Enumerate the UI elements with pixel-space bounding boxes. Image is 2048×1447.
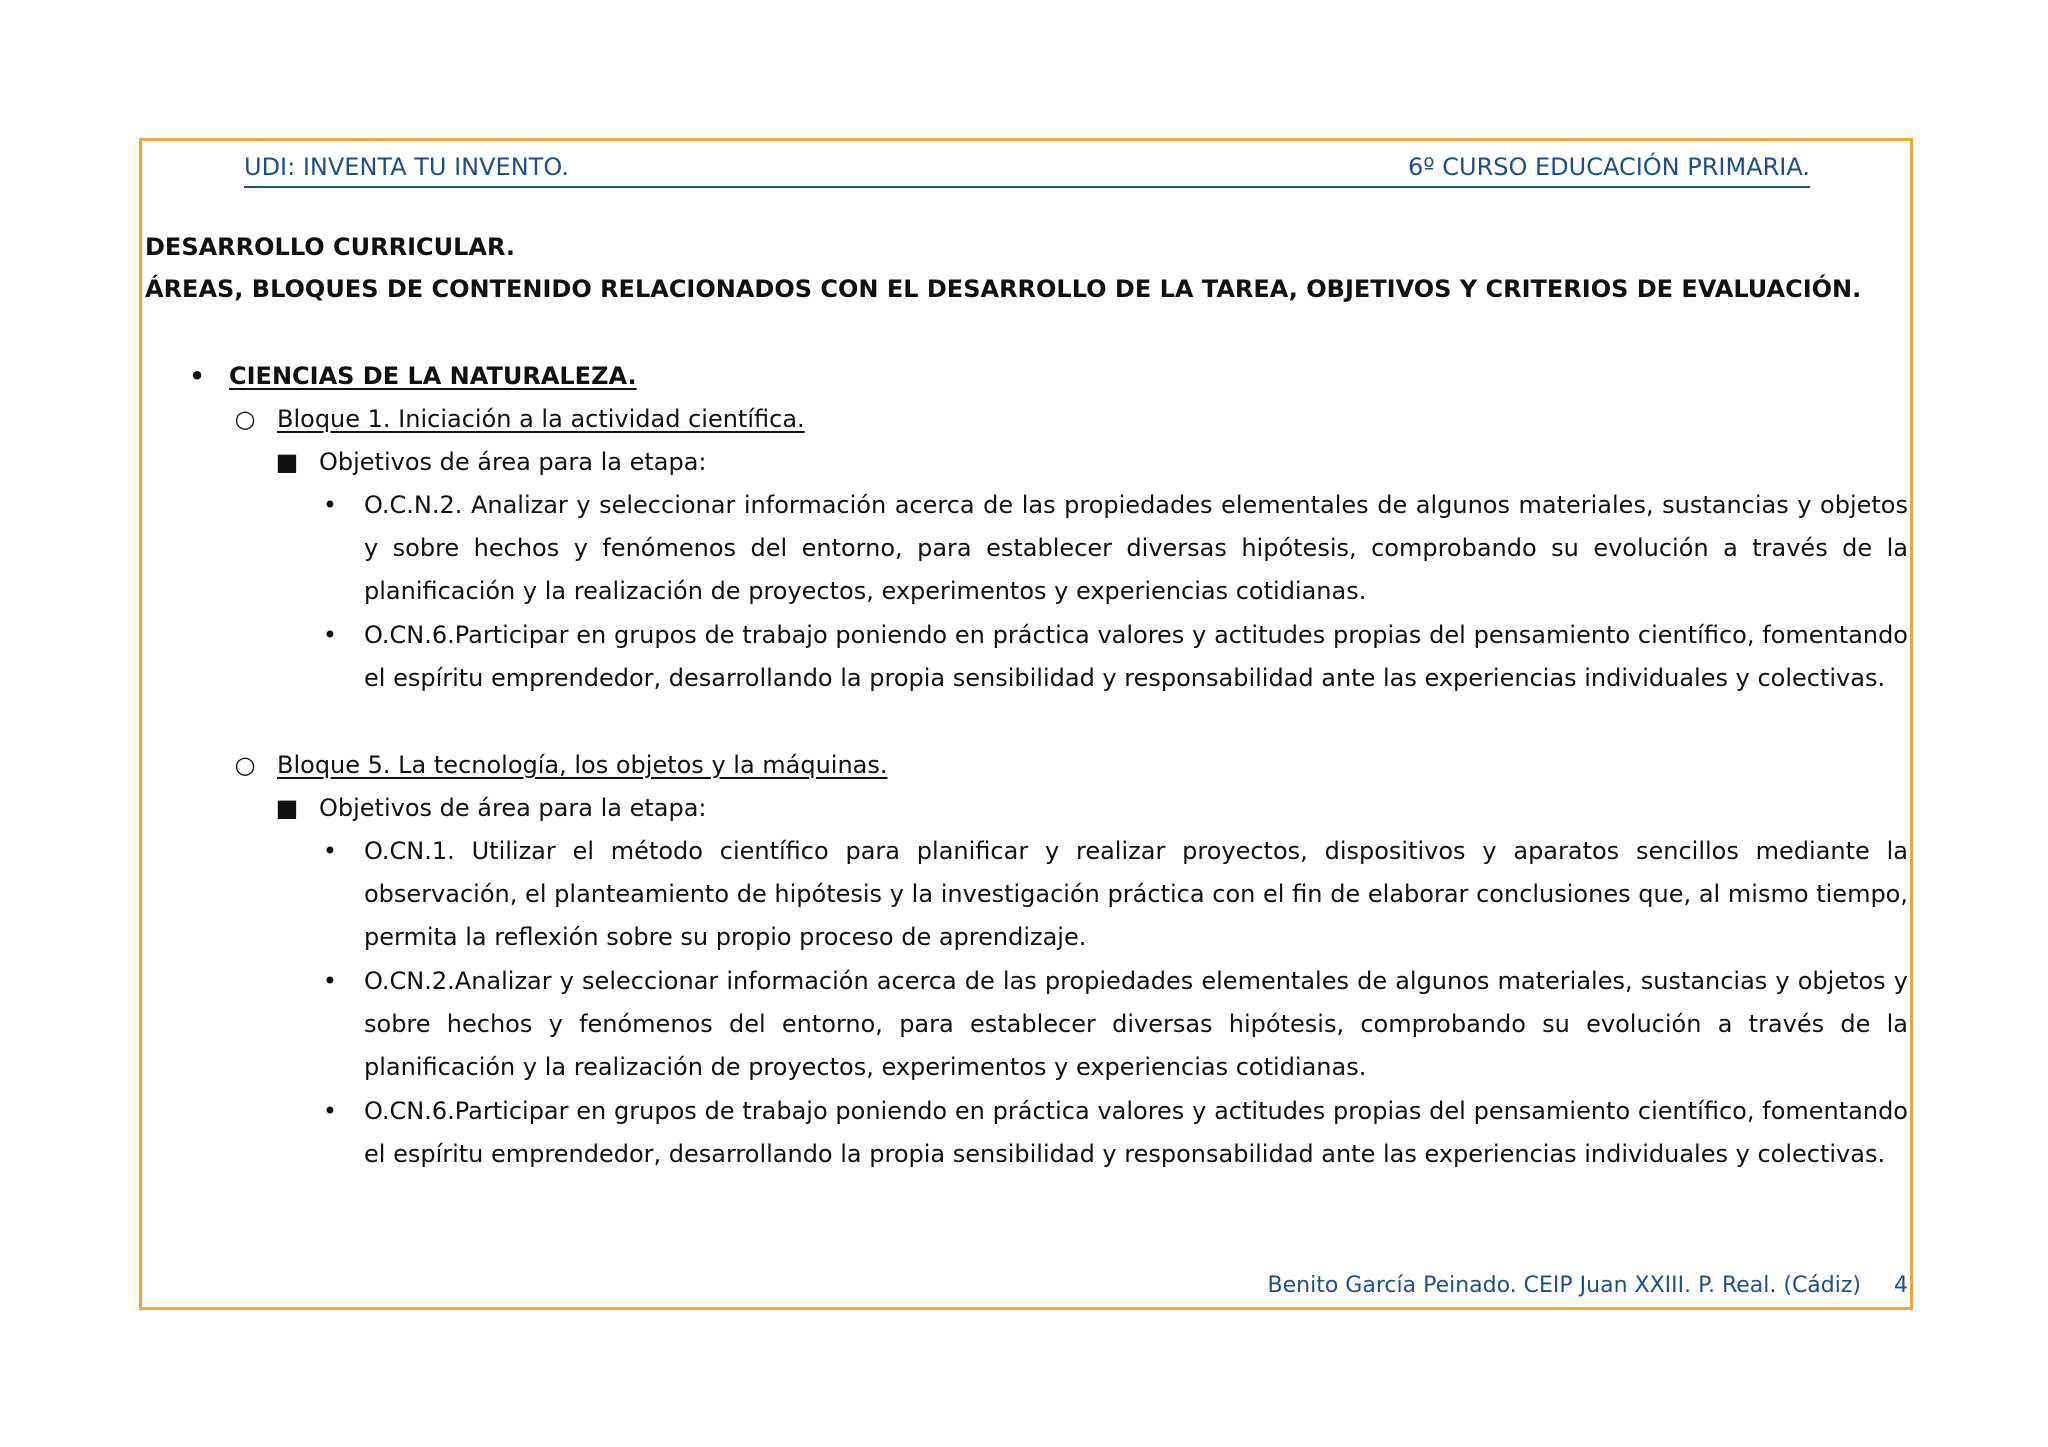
section-title-areas: ÁREAS, BLOQUES DE CONTENIDO RELACIONADOS CON EL DESARROLLO DE LA TAREA, OBJETIVOS Y CRITERIOS DE EVALUACIÓN. [145,275,1862,303]
block-5-objective-2 [318,960,1908,1089]
block-5-subtitle-item [275,787,707,830]
bullet-level2: ○ [234,751,256,779]
objective-text: O.CN.6.Participar en grupos de trabajo poniendo en práctica valores y actitudes propias del pensamiento científico, fomentando el espíritu emprendedor, desarrollando la propia sensibilidad y responsabilidad ante las experiencias individuales y colectivas. [364,1097,1908,1168]
block-1-objective-1 [318,484,1908,613]
block-1-objective-2 [318,614,1908,700]
block-5-subtitle: Objetivos de área para la etapa: [319,794,707,822]
block-1-item [233,398,805,441]
document-header [244,150,1810,188]
bullet-level4: • [322,621,338,649]
bullet-level2: ○ [234,405,256,433]
area-title: CIENCIAS DE LA NATURALEZA. [229,362,637,390]
objective-text: O.C.N.2. Analizar y seleccionar información acerca de las propiedades elementales de algunos materiales, sustancias y objetos y sobre hechos y fenómenos del entorno, para establecer diversas hipótesis, comprobando su evolución a través de la planificación y la realización de proyectos, experimentos y experiencias cotidianas. [364,491,1908,605]
block-5-title: Bloque 5. La tecnología, los objetos y la máquinas. [277,751,888,779]
bullet-level4: • [322,967,338,995]
objective-text: O.CN.2.Analizar y seleccionar información acerca de las propiedades elementales de algunos materiales, sustancias y objetos y sobre hechos y fenómenos del entorno, para establecer diversas hipótesis, comprobando su evolución a través de la planificación y la realización de proyectos, experimentos y experiencias cotidianas. [364,967,1908,1081]
header-left-title: UDI: INVENTA TU INVENTO. [244,153,569,181]
bullet-level4: • [322,491,338,519]
bullet-level4: • [322,1097,338,1125]
section-title-curricular: DESARROLLO CURRICULAR. [145,233,516,261]
block-1-subtitle-item [275,441,707,484]
header-right-title: 6º CURSO EDUCACIÓN PRIMARIA. [1408,153,1810,181]
document-footer [1268,1270,1908,1302]
bullet-level3: ■ [275,448,299,476]
footer-author: Benito García Peinado. CEIP Juan XXIII. P. Real. (Cádiz) [1267,1273,1861,1298]
bullet-level1: • [189,362,205,390]
bullet-level3: ■ [275,794,299,822]
area-item [185,355,637,398]
block-5-objective-3 [318,1090,1908,1176]
block-1-title: Bloque 1. Iniciación a la actividad científica. [277,405,805,433]
page-number: 4 [1894,1273,1908,1298]
objective-text: O.CN.6.Participar en grupos de trabajo poniendo en práctica valores y actitudes propias del pensamiento científico, fomentando el espíritu emprendedor, desarrollando la propia sensibilidad y responsabilidad ante las experiencias individuales y colectivas. [364,621,1908,692]
block-5-objective-1 [318,830,1908,959]
bullet-level4: • [322,837,338,865]
block-5-item [233,744,888,787]
objective-text: O.CN.1. Utilizar el método científico para planificar y realizar proyectos, dispositivos y aparatos sencillos mediante la observación, el planteamiento de hipótesis y la investigación práctica con el fin de elaborar conclusiones que, al mismo tiempo, permita la reflexión sobre su propio proceso de aprendizaje. [364,837,1908,951]
block-1-subtitle: Objetivos de área para la etapa: [319,448,707,476]
